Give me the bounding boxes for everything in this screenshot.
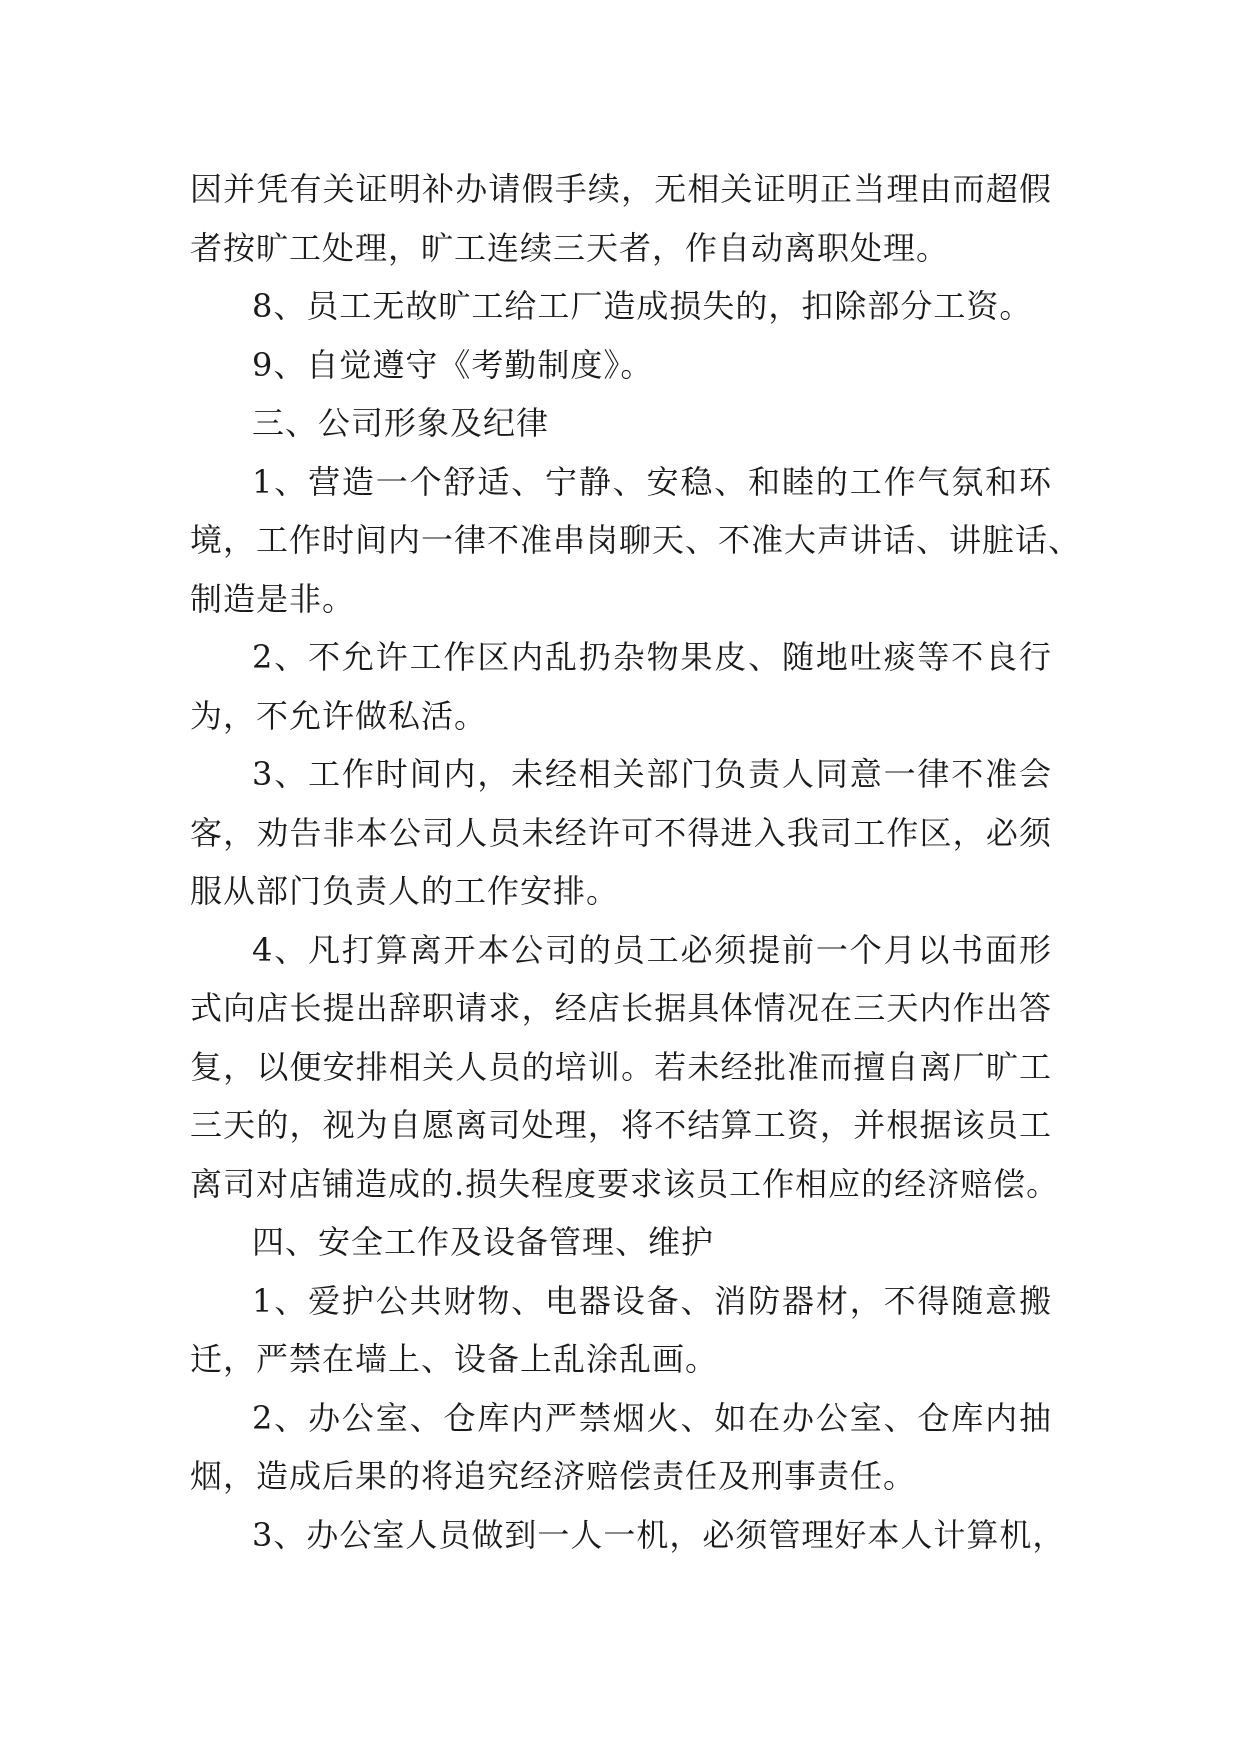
section-heading: 三、公司形象及纪律: [252, 404, 550, 442]
text-line: 为，不允许做私活。: [190, 696, 488, 735]
text-line: 复，以便安排相关人员的培训。若未经批准而擅自离厂旷工: [190, 1047, 1052, 1086]
text-line: 三天的，视为自愿离司处理，将不结算工资，并根据该员工: [190, 1106, 1052, 1144]
text-line: 9、自觉遵守《考勤制度》。: [252, 345, 654, 384]
text-line: 客，劝告非本公司人员未经许可不得进入我司工作区，必须: [190, 813, 1052, 852]
document-page: [190, 160, 1082, 1564]
text-line: 4、凡打算离开本公司的员工必须提前一个月以书面形: [252, 930, 1052, 969]
text-line: 2、办公室、仓库内严禁烟火、如在办公室、仓库内抽: [252, 1398, 1052, 1437]
text-line: 8、员工无故旷工给工厂造成损失的，扣除部分工资。: [252, 287, 1033, 325]
section-heading: 四、安全工作及设备管理、维护: [252, 1223, 715, 1261]
text-line: 制造是非。: [190, 579, 356, 618]
text-line: 式向店长提出辞职请求，经店长据具体情况在三天内作出答: [190, 989, 1052, 1027]
text-line: 1、营造一个舒适、宁静、安稳、和睦的工作气氛和环: [252, 462, 1052, 501]
text-line: 3、工作时间内，未经相关部门负责人同意一律不准会: [252, 755, 1052, 793]
text-line: 2、不允许工作区内乱扔杂物果皮、随地吐痰等不良行: [252, 638, 1052, 676]
text-line: 1、爱护公共财物、电器设备、消防器材，不得随意搬: [252, 1281, 1052, 1320]
text-line: 迁，严禁在墙上、设备上乱涂乱画。: [190, 1340, 719, 1378]
text-line: 离司对店铺造成的.损失程度要求该员工作相应的经济赔偿。: [190, 1164, 1060, 1203]
text-line: 3、办公室人员做到一人一机，必须管理好本人计算机，: [252, 1515, 1066, 1554]
text-line: 因并凭有关证明补办请假手续，无相关证明正当理由而超假: [190, 170, 1052, 208]
text-line: 者按旷工处理，旷工连续三天者，作自动离职处理。: [190, 228, 950, 267]
text-line: 烟，造成后果的将追究经济赔偿责任及刑事责任。: [190, 1457, 917, 1495]
text-line: 服从部门负责人的工作安排。: [190, 872, 620, 910]
text-line: 境，工作时间内一律不准串岗聊天、不准大声讲话、讲脏话、: [190, 521, 1082, 559]
